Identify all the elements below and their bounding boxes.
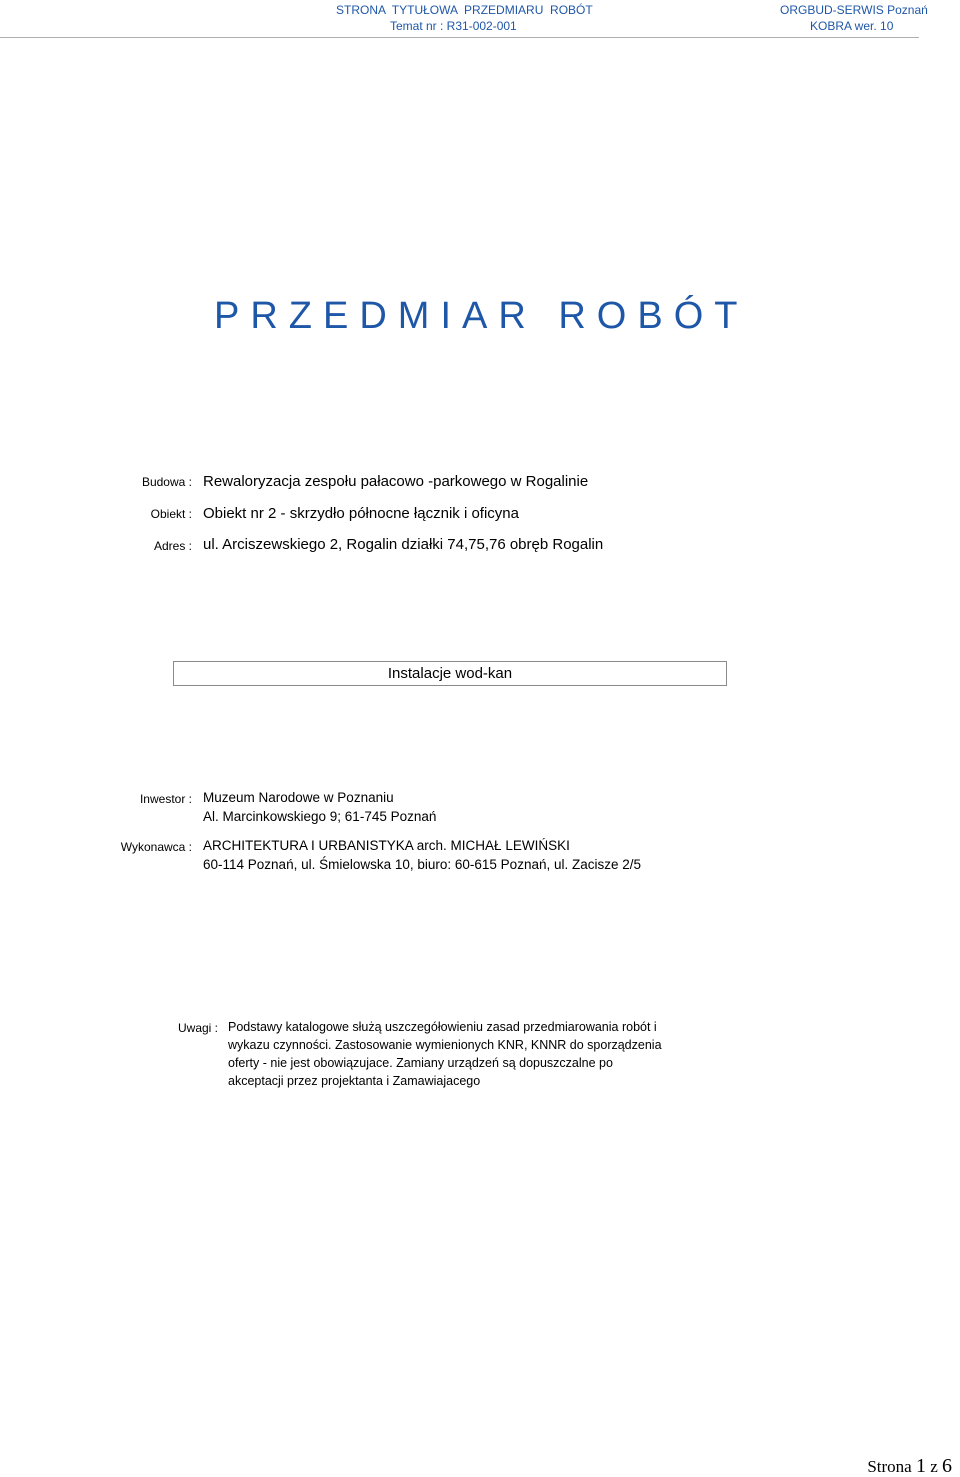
wykonawca-name: ARCHITEKTURA I URBANISTYKA arch. MICHAŁ LEWIŃSKI [203,838,570,853]
notes-text: Podstawy katalogowe służą uszczegółowieniu zasad przedmiarowania robót i wykazu czynności. Zastosowanie wymienionych KNR, KNNR do sporządzenia oferty - nie jest obowiązujace. Zamiany urządzeń są dopuszczalne po akceptacji przez projektanta i Zamawiajacego [228,1020,662,1088]
header-software-version: KOBRA wer. 10 [810,19,894,33]
budowa-value: Rewaloryzacja zespołu pałacowo -parkowego w Rogalinie [203,473,589,490]
inwestor-label: Inwestor : [139,792,192,806]
page-number-footer [867,1456,952,1477]
header-document-title: STRONA TYTUŁOWA PRZEDMIARU ROBÓT [336,3,593,17]
inwestor-address: Al. Marcinkowskiego 9; 61-745 Poznań [203,809,437,824]
header-right [780,2,928,34]
page-title: PRZEDMIAR ROBÓT [214,295,749,337]
header-topic-number: Temat nr : R31-002-001 [390,19,517,33]
budowa-label: Budowa : [141,475,192,489]
header-left [336,2,593,34]
inwestor-name: Muzeum Narodowe w Poznaniu [203,790,394,805]
wykonawca-address: 60-114 Poznań, ul. Śmielowska 10, biuro: 60-615 Poznań, ul. Zacisze 2/5 [203,857,642,872]
adres-label: Adres : [153,539,192,553]
obiekt-value: Obiekt nr 2 - skrzydło północne łącznik i oficyna [203,505,519,522]
footer-total: 6 [942,1455,952,1477]
footer-strona: Strona [867,1457,912,1476]
footer-z: z [930,1457,938,1476]
section-name-box: Instalacje wod-kan [173,661,727,686]
header-divider [0,37,919,38]
adres-value: ul. Arciszewskiego 2, Rogalin działki 74,75,76 obręb Rogalin [203,536,604,553]
obiekt-label: Obiekt : [150,507,192,521]
wykonawca-label: Wykonawca : [120,840,192,854]
notes-label: Uwagi : [177,1021,218,1035]
header-company: ORGBUD-SERWIS Poznań [780,3,928,17]
footer-page: 1 [915,1455,926,1477]
